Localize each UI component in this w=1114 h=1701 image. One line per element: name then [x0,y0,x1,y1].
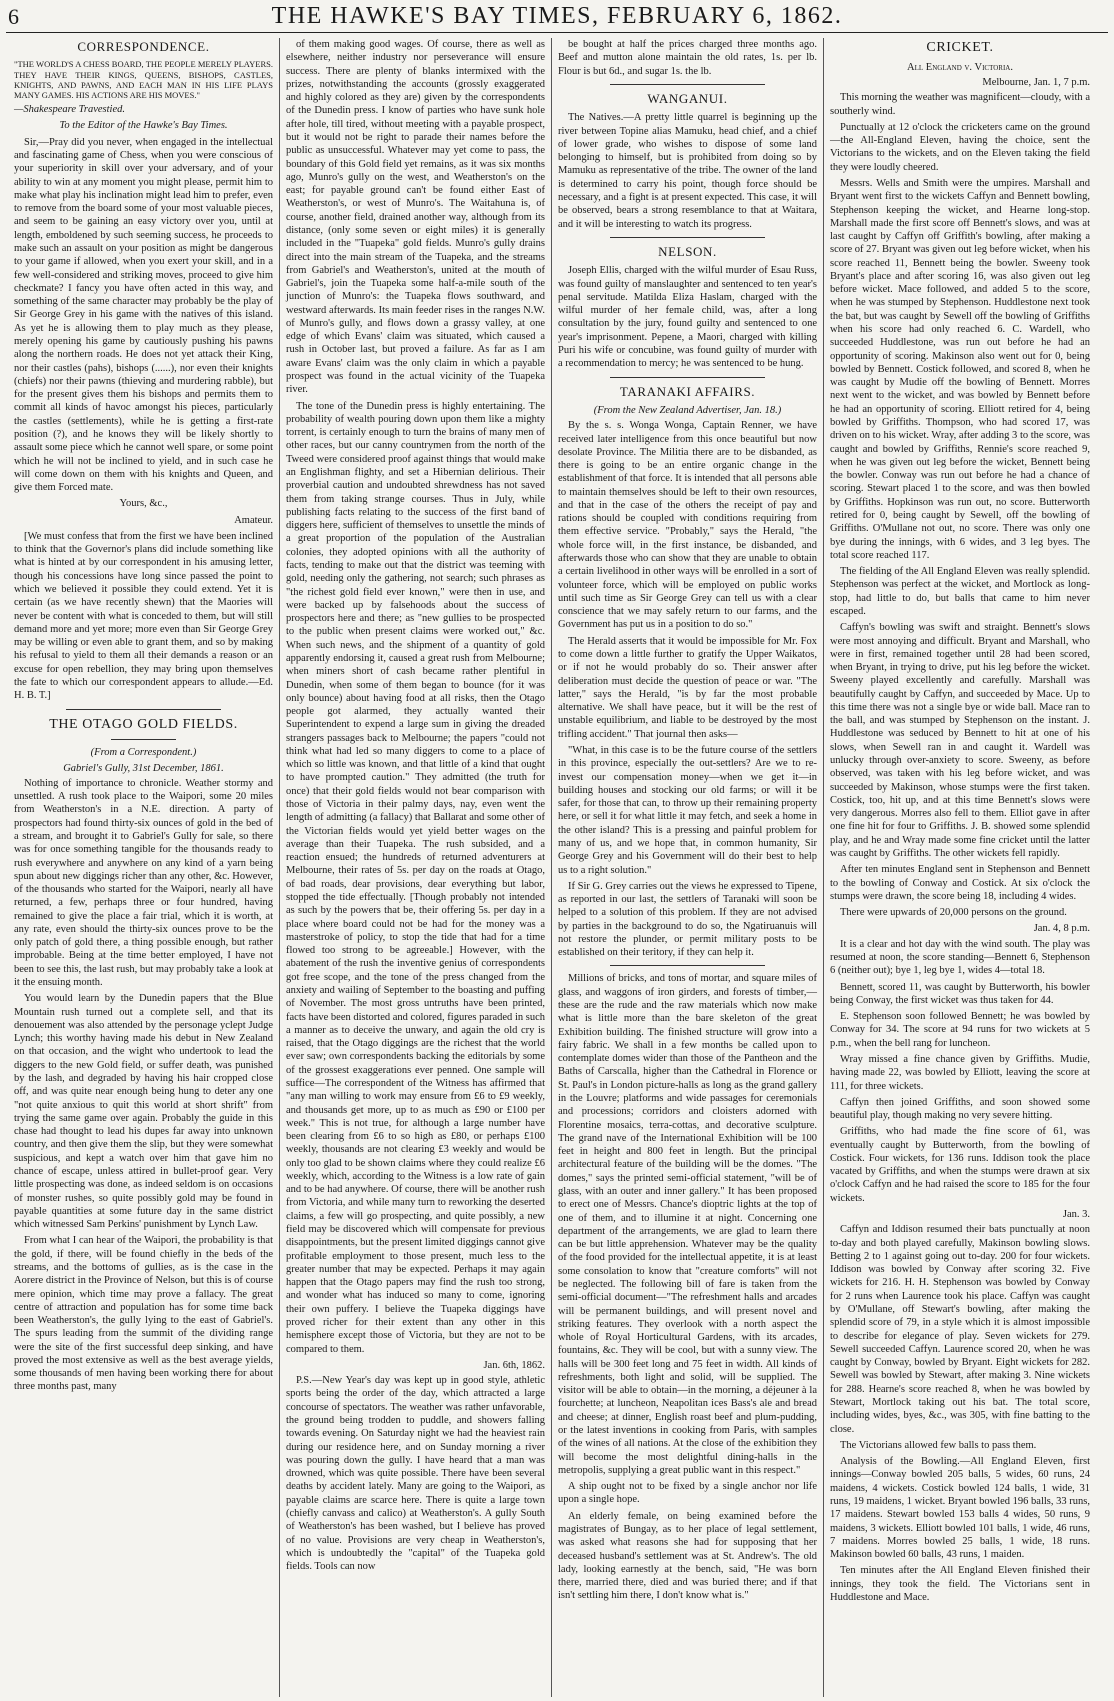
column-2 [280,38,552,1697]
cricket-paragraph: Caffyn then joined Griffiths, and soon showed some beautiful play, though making no very severe hitting. [830,1096,1090,1122]
cricket-dateline-3: Jan. 3. [1062,1209,1090,1221]
cricket-dateline-1: Melbourne, Jan. 1, 7 p.m. [982,76,1090,88]
cricket-paragraph: Caffyn and Iddison resumed their bats punctually at noon to-day and both played carefully, Makinson bowling slows. Betting 2 to 1 against going out to-day. 200 for four wickets. Iddison was bowled by Conway after scoring 32. Five wickets for 216. H. H. Stephenson was bowled by Conway for 2 runs when Laurence took his place. Caffyn was caught by O'Mullane, off Stewart's bowling, after making the splendid score of 79, in a style which it is almost impossible to describe for elegance of play. Seven wickets for 279. Sewell succeeded Caffyn. Laurence scored 20, when he was caught by Conway, bowled by Bryant. Eight wickets for 282. Sewell was bowled by Stewart, after making 3. Nine wickets for 288. Hearne's score reached 8, when he was bowled by Stewart, Mortlock taking out his bat. The total score, including wides, byes, &c., was 305, with fine batting to the close. [830,1224,1090,1435]
cricket-paragraph: After ten minutes England sent in Stephenson and Bennett to the bowling of Conway and Costick. At six o'clock the stumps were drawn, the score being 18, including 4 wides. [830,864,1090,902]
letter-paragraph: Sir,—Pray did you never, when engaged in the intellectual and fascinating game of Chess, when you were conscious of your superiority in skill over your adversary, and of your ability to win at any moment you might please, permit him to make what play his inclination might lead him to prefer, even to remove from the board some of your most valuable pieces, and seem to be gaining an easy victory over you, until at length, emboldened by such seeming success, he proceeds to make such an assault on your position as might be dangerous to your game if allowed, when you exert your skill, and in a few well-considered and striking moves, proceed to give him checkmate? I fancy you have often acted in this way, and something of the same character may probably be the play of Sir George Grey in his game with the natives of this island. As yet he is allowing them to play much as they please, merely opening his game by cautiously pushing his pawns along the northern roads. He does not yet attack their King, nor their castles (pahs), bishops (......), nor even their knights (chiefs) nor their pawns (thieving and murdering rabble), but for the present gives them his bishops and permits them to commit all kinds of havoc amongst his pieces, particularly the castles (settlements), while he is getting a first-rate position (?), and he knows they will be likely shortly to assault some piece which he cannot well spare, or some point which he will not be inclined to yield, and in such case he will come down on them with his knights and Queen, and give them Forced mate. [14,136,273,494]
otago-source: (From a Correspondent.) [90,747,197,759]
column-1 [8,38,280,1697]
postscript: P.S.—New Year's day was kept up in good style, athletic sports being the order of the day, which attracted a large concourse of spectators. The weather was rather unfavorable, the ground being trodden to puddle, and showers falling towards evening. On Saturday night we had the heaviest rain during our residence here, and on Sunday morning a river was pouring down the gully. I have heard that a man was drowned, which was quite possible. There have been several deaths by accident lately. Many are going to the Waipori, as payable claims are scarce here. There is quite a large town (chiefly canvass and calico) at Weatherston's. A gully South of Weatherston's has been washed, but I believe has proved of no value. Provisions are very cheap in Weatherston's, which is undoubtedly the "capital" of the Tuapeka gold fields. Tools can now [286,1375,545,1573]
cricket-paragraph: Wray missed a fine chance given by Griffiths. Mudie, having made 22, was bowled by Elliott, leaving the score at 111, for three wickets. [830,1053,1090,1092]
taranaki-paragraph: If Sir G. Grey carries out the views he expressed to Tipene, as reported in our last, the settlers of Taranaki will soon be helped to a solution of this problem. If they are not advised by parties in the background to do so, the Ngatiruanuis will not restore the plunder, or permit military posts to be established on their teritory, if they can help it. [558,880,817,959]
divider [610,965,765,966]
nelson-heading: NELSON. [658,243,717,259]
masthead [6,2,1108,33]
cricket-paragraph: The fielding of the All England Eleven was really splendid. Stephenson was perfect at the wicket, and Mortlock as long-stop, had little to do, but balls that came to him never escaped. [830,566,1090,617]
column-4 [824,38,1096,1697]
otago-heading: THE OTAGO GOLD FIELDS. [49,716,238,732]
otago-continued-paragraph: The tone of the Dunedin press is highly entertaining. The probability of wealth pouring down upon them like a mighty torrent, is certainly enough to turn the brains of many men of other races, but our canny countrymen from the north of the Tweed were considered proof against things that would make an Englishman flighty, and set a Hibernian delirious. Their proverbial caution and undoubted shrewdness has not saved them from taking strange courses. Thus in July, while publishing facts relating to the success of the first band of diggers here, sufficient of themselves to unsettle the minds of a great proportion of the population of the Australian colonies, they adopted opinions with all the authority of facts, tending to make out that the district was teeming with gold, needing only the gathering, not search; such phrases as "the richest gold field ever known," were then in use, and were backed up by falsehoods about the success of prospectors here and there; as "new gullies to be prospected to the public when present claims were worked out," &c. When such news, and the shipment of a quantity of gold apparently endorsing it, caused a great rush from Melbourne; when miners short of cash became rather plentiful in Dunedin, when some of them began to bounce (for it was only bounce) about having food at all risks, then the Otago people got alarmed, they actually wanted their Superintendent to expend a large sum in giving the dreaded strangers passages back to Melbourne; the papers "could not think what had led so many diggers to come to a place of which so little was known, and that little of a kind that ought to have prompted caution." They admitted (the truth for once) that their gold fields would not bear comparison with those of Victoria in their palmy days, nay, even went the length of admitting (a fallacy) that Ballarat and some other of the Victorian fields would yet yield better wages on the average than their Tuapeka. The rush subsided, and a reaction ensued; the hundreds of returned adventurers at Melbourne, their rates of 5s. per day on the roads at Otago, of bad roads, dear provisions, dear everything but labor, stopped the tide effectually. [Though probably not intended as such by the powers that be, their offering 5s. per day in a place where board could not be had for the money was a masterstroke of policy, to stop the tide that had for a time flowed too strong to be agreeable.] However, with the abatement of the rush the inventive genius of correspondents got free scope, and the tone of the press changed from the anxiety and wailing of September to the boasting and puffing of November. The most gross untruths have been printed, facts have been distorted and colored, figures paraded in such a manner as to deceive the unwary, and again the old cry is raised, that the Otago diggings are the richest that the world ever saw; own correspondents backing the editorials by some of the grossest exaggerations ever penned. One sample will suffice—The correspondent of the Witness has affirmed that "any man willing to work may ensure from £6 to £9 weekly, and thousands get more, up to as much as £90 or £100 per week." This is not true, for although a large number have been clearing from £6 to so high as £80, or perhaps £100 weekly, thousands are not clearing £3 weekly and would be only too glad to be shown claims where they could realize £6 weekly, which, according to the Witness is a low rate of gain and to be had anywhere. Of course, there will be another rush from Victoria, and while many turn to reworking the deserted claims, a few will go prospecting, and quite possibly, a new field may be discovered which will compensate for previous disappointments, but the present limited diggings cannot give profitable employment to those present, much less to the greater number that may be expected. Perhaps it may again happen that the Otago papers may find the rush too strong, and wonder what has induced so many to come, ignoring their own puffery. I believe the Tuapeka diggings have proved richer for their extent than any other in this hemisphere except those of Victoria, but they are not to be compared to them. [286,400,545,1355]
cricket-paragraph: Ten minutes after the All England Eleven finished their innings, they took the field. The Victorians sent in Huddlestone and Mace. [830,1565,1090,1603]
wanganui-paragraph: The Natives.—A pretty little quarrel is beginning up the river between Topine alias Mamuku, head chief, and a chief of lower grade, who wishes to dispose of some land belonging to himself, but is prohibited from doing so by Mamuku as representative of the tribe. The owner of the land is determined to carry his point, though force should be necessary, and a fight is at present expected. This case, it will be observed, bears a strong resemblance to that at Waitara, and it will be interesting to watch its progress. [558,112,817,230]
taranaki-paragraph: The Herald asserts that it would be impossible for Mr. Fox to come down a little further to gratify the Upper Waikatos, or if not he would probably do so. Their answer after deliberation must decide the question of peace or war. "The latter," says the Herald, "is by far the most probable alternative. We shall have peace, but it will be the rest of unstable equilibrium, and liable to be destroyed by the most trifling accident." That journal then asks— [558,635,817,740]
cricket-paragraph: There were upwards of 20,000 persons on the ground. [840,907,1067,919]
otago-paragraph: You would learn by the Dunedin papers that the Blue Mountain rush turned out a complete sell, and that its denouement was also attended by the personage yclept Judge Lynch; this worthy having made his debut in New Zealand on that occasion, and the wight who undertook to lead the diggers to the new Gold field, or suffer death, was punished by the lash, and degraded by having his hair cropped close off, and was quite near enough being hung to deter any one "not quite anxious to quit this world at short shrift" from trying the same game over again. Probably the guide in this chase had thought to lead his dupes far away into unknown country, and then give them the slip, but they were somewhat suspicious, and kept a watch over him that gave him no chance of escape, unless attired in bullet-proof gear. Very little prospecting was done, as indeed seldom is on occasions of monster rushes, so quite possibly gold may be found in payable quantities at some future day in the same district which witnessed Sam Perkins' punishment by Lynch Law. [14,993,273,1231]
cricket-paragraph: The Victorians allowed few balls to pass them. [840,1439,1037,1451]
nelson-paragraph: Joseph Ellis, charged with the wilful murder of Esau Russ, was found guilty of manslaughter and sentenced to ten year's penal servitude. Matilda Eliza Haslam, charged with the wilful murder of her female child, was, after a long consultation by the jury, found guilty and sentenced to one year's imprisonment. Pepene, a Maori, charged with killing Puri his wife or concubine, was found guilty of murder with a recommendation to mercy; he was sentenced to be hung. [558,265,817,370]
exhibition-paragraph: Millions of bricks, and tons of mortar, and square miles of glass, and waggons of iron girders, and forests of timber,—these are the rude and the raw materials which now make what is little more than the bare skeleton of the great Exhibition building. The finished structure will grow into a fairy fabric. We shall in a few months be called upon to contemplate domes wider than those of the Pantheon and the Baths of Carscalla, higher than the Cathedral in Florence or St. Paul's in London picture-halls as long as the grand gallery in the Louvre; platforms and wide passages for ceremonials and processions; corridors and cloisters adorned with Florentine mosaics, terra-cottas, and decorative sculpture. The grand nave of the International Exhibition will be 100 feet in height and 800 feet in length. But the principal architectural feature of the building will be the domes. "The domes," says the printed semi-official statement, "will be of glass, with an outer and inner gallery." It has been proposed to erect one of Messrs. Chance's dioptric lights at the top of one of them, and to illumine it at night. Concerning one department of the arrangements, we are glad to learn there can be but little apprehension. Whatever may be the quality of the food provided for the intellectual appetite, it is at least some consolation to know that "creature comforts" will not be neglected. The following bill of fare is taken from the semi-official document—"The refreshment halls and arcades will be permanent buildings, and will present novel and striking features. They overlook with a north aspect the whole of Royal Horticultural Gardens, with its arcades, fountains, &c. They will be cool, but with a sunny view. The halls will be 300 feet long and 75 feet in width. All kinds of refreshments, both light and solid, will be supplied. The visitor will be able to obtain—in the morning, a déjeuner à la fourchette; at luncheon, Neapolitan ices Bass's ale and bread and cheese; at dinner, English roast beef and plum-pudding, or the latest inventions in cooking from Paris, with samples of the wines of all nations. At the close of the exhibition they will become the most delightful dining-halls in the metropolis, supplying a great public want in this respect." [558,973,817,1476]
cricket-paragraph: E. Stephenson soon followed Bennett; he was bowled by Conway for 34. The score at 94 runs for two wickets at 5 p.m., when the bell rang for luncheon. [830,1011,1090,1049]
taranaki-heading: TARANAKI AFFAIRS. [619,383,756,399]
editor-note: [We must confess that from the first we have been inclined to think that the Governor's plans did include something like what is hinted at by our correspondent in his amusing letter, though his concessions have long since passed the point to which we believed it possible they could extend. Yet it is certain (as we have recently shewn) that the Maories will never be content with what is conceded to them, but will still demand more and yet more; more even than Sir George Grey may be willing or even able to grant them, and so by making his refusal to yield to them all their demands a reason or an excuse for open rebellion, they may bring upon themselves the fate to which our correspondent appears to allude.—Ed. H. B. T.] [14,530,273,702]
wanganui-heading: WANGANUI. [647,90,728,106]
otago-paragraph: From what I can hear of the Waipori, the probability is that the gold, if there, will be found chiefly in the beds of the streams, and the bottoms of gullies, as is the case in the Aorere district in the Province of Nelson, but this is of course mere opinion, which time may prove a fallacy. The great centre of attraction and population has for some time back been Weatherston's, the gully lying to the east of Gabriel's. The spurs leading from the summit of the dividing range were the site of the first successful deep sinking, and have proved the most extensive as well as the best average yields, some thousands of men having been working there for about three months past, many [14,1235,273,1393]
otago-dateline: Gabriel's Gully, 31st December, 1861. [63,762,224,774]
correspondence-heading: CORRESPONDENCE. [77,39,210,54]
chess-motto: "THE WORLD'S A CHESS BOARD, THE PEOPLE MERELY PLAYERS. THEY HAVE THEIR KINGS, QUEENS, BISHOPS, CASTLES, KNIGHTS, AND PAWNS, AND EACH MAN IN HIS LIFE PLAYS MANY GAMES. HIS ACTIONS ARE HIS MOVES." [14,59,273,100]
newspaper-title: THE HAWKE'S BAY TIMES, FEBRUARY 6, 1862. [271,3,843,29]
divider [610,237,765,238]
cricket-paragraph: It is a clear and hot day with the wind south. The play was resumed at noon, the score standing—Bennett 6, Stephenson 6 (neither out); bye 1, leg bye 1, wides 4—total 18. [830,938,1090,977]
otago-end-paragraph: be bought at half the prices charged three months ago. Beef and mutton alone maintain the old rates, 1s. per lb. Flour is but 6d., and sugar 1s. the lb. [558,39,817,77]
divider [610,377,765,378]
cricket-paragraph: Bennett, scored 11, was caught by Butterworth, his bowler being Conway, the first wicket was thus taken for 44. [830,981,1090,1006]
bowling-analysis: Analysis of the Bowling.—All England Eleven, first innings—Conway bowled 205 balls, 5 wides, 60 runs, 24 maidens, 4 wickets. Costick bowled 124 balls, 1 wide, 31 runs, 19 maidens, 1 wicket. Bryant bowled 196 balls, 33 runs, 17 maidens. Stewart bowled 153 balls 4 wides, 50 runs, 9 maidens, 3 wickets. Elliott bowled 101 balls, 1 wide, 46 runs, 7 maidens. Morres bowled 25 balls, 1 wide, 18 runs. Makinson bowled 60 balls, 43 runs, 1 maiden. [830,1456,1090,1561]
divider [610,84,765,85]
anecdote-paragraph: An elderly female, on being examined before the magistrates of Bungay, as to her place of legal settlement, was asked what reasons she had for supposing that her deceased husband's settlement was at St. Andrew's. The old lady, looking earnestly at the bench, said, "He was born there, married there, died and was buried there; and if that isn't settling him there, I don't know what is." [558,1510,817,1602]
letter-salutation: To the Editor of the Hawke's Bay Times. [59,120,228,132]
cricket-paragraph: Caffyn's bowling was swift and straight. Bennett's slows were most annoying and difficult. Bryant and Marshall, who were in first, remained together until 28 had been scored, when Bryant, in trying to drive, put his leg before the wicket. Sweeny played excellently and carefully. Marshall was beautifully caught by Caffyn, and succeeded by Mace. Up to this time there was not a single bye or wide ball. Mace ran to the ball, and was stumped by Stephenson on the instant. J. Huddlestone was seduced by Bennett to hit at one of his slows, when Sewell ran in and caught it. Wardell was unlucky through over-anxiety to score. Sweeny, as before observed, was taken with his leg before wicket, and was succeeded by Makinson, whose stumps were the first taken. Costick, too, hit up, and at this time Bennett's slows were very dangerous. Morres also fell to them. Elliot gave in after one fine hit for four to Griffiths. J. B. showed some splendid play, and he and Wray made some fine cricket until the latter was caught by Griffiths. The other wickets fell rapidly. [830,622,1090,860]
cricket-paragraph: This morning the weather was magnificent—cloudy, with a southerly wind. [830,92,1090,117]
divider [66,709,221,710]
cricket-paragraph: Punctually at 12 o'clock the cricketers came on the ground—the All-England Eleven, having the choice, sent the Victorians to the wickets, and on the Eleven taking the field they were loudly cheered. [830,121,1090,173]
columns [8,38,1108,1697]
taranaki-paragraph: By the s. s. Wonga Wonga, Captain Renner, we have received later intelligence from this once beautiful but now desolate Province. The Militia there are to be disbanded, as there is going to be an entire organic change in the establishment of that force. It is intended that all persons able to maintain themselves should be left to their own resources, and that in the case of the others the receipt of pay and rations should be coupled with conditions requiring from them effective service. "Probably," says the Herald, "the whole force will, in the first instance, be disbanded, and afterwards those who can show that they are unable to obtain a certain livelihood in other ways will be enrolled in a sort of volunteer force, which will be employed on public works until such time as Sir George Grey can tell us with a clear conscience that we may safely return to our farms, and the Government has put us in a position to do so." [558,420,817,631]
page-number: 6 [8,4,19,29]
proverb-paragraph: A ship ought not to be fixed by a single anchor nor life upon a single hope. [558,1481,817,1506]
otago-paragraph: Nothing of importance to chronicle. Weather stormy and unsettled. A rush took place to the Waipori, some 20 miles from Weatherston's in a N.E. direction. A party of prospectors had found thirty-six ounces of gold in the bed of a stream, and brought it to Gabriel's Gully for sale, so there was for once something tangible for the thousands ready to rush everywhere and anywhere on any kind of a yarn being spun about new diggings richer than any other, &c. However, of the thousands who started for the Waipori, nearly all have returned, a few, perhaps three or four hundred, having remained to give the place a fair trial, which it is worth, at any rate, even should the thirty-six ounces prove to be the only patch of gold there, a thing possible enough, but rather improbable. Being at the time better employed, I have not been to see this, the last rush, but may probably take a look at it the ensuing month. [14,777,273,989]
letter-signature: Amateur. [234,514,273,526]
cricket-dateline-2: Jan. 4, 8 p.m. [1033,923,1090,935]
cricket-match: All England v. Victoria. [907,61,1013,73]
cricket-heading: CRICKET. [926,40,994,55]
column-3 [552,38,824,1697]
cricket-paragraph: Messrs. Wells and Smith were the umpires. Marshall and Bryant went first to the wickets Caffyn and Bennett bowling, Stephenson keeping the wicket, and Hearne long-stop. Marshall made the first score off Bennett's slows, and was at last caught by Caffyn off Griffith's bowling, after making a score of 27. Bryant was given out leg before wicket, when his score reached 11, Bennett being the bowler. Sweeny took Bryant's place and after scoring 16, was also given out leg before wicket. Mace followed, and added 5 to the score, when he was stumped by Stephenson. Huddlestone next took the bat, but was caught by Sewell off the bowling of Griffiths when his score had only reached 6. C. Wardell, who succeeded Huddlestone, was run out before he had an opportunity of scoring. Makinson also went out for 0, being bowled by Bennett. Costick followed, and scored 8, when he was caught by Mudie off the bowling of Bennett. Morres next went to the wicket, and was bowled by Bennett before he had an opportunity of scoring. Elliott retired for 4, being bowled by Griffiths. Thompson, who had scored 17, was driven on to his wicket. Wray, after adding 3 to the score, was caught and bowled by Griffiths, Rennie's score reached 9, when he was given out leg before the wicket, Bennett being the bowler. Conway was run out before he had a chance of scoring. Stewart placed 1 to the score, and was then bowled by Griffiths. Hopkinson was run out, no score. Butterworth retired for 0, being caught by Sewell, off the bowling of Griffiths. O'Mullane not out, no score. There was only one bye during the innings, with 6 wides, and 3 leg byes. The total score reached 117. [830,177,1090,561]
otago-date: Jan. 6th, 1862. [483,1359,545,1371]
letter-closing: Yours, &c., [119,498,168,510]
taranaki-paragraph: "What, in this case is to be the future course of the settlers in this province, especially the out-settlers? Are we to re-invest our compensation money—when we get it—in building houses and stocking our old farms; or will it be safer, for those that can, to throw up their remaining property here, or sell it for what little it may fetch, and seek a home in the other island? This is a pressing and painful problem for many of us, and we hope that, in common humanity, Sir George Grey and his Government will do their best to help us to a right solution." [558,744,817,876]
otago-continued-paragraph: of them making good wages. Of course, there as well as elsewhere, neither industry nor perseverance will ensure success. There are plenty of blanks intermixed with the prizes, notwithstanding the accounts (grossly exaggerated and highly colored as they are) given by the correspondents of the Dunedin press. I know of parties who have sunk hole after hole, till tired, without meeting with a payable prospect, but it would not be right to parade their names before the public as unsuccessful. Whatever may yet come to pass, the boundary of this Gold field yet remains, as it was six months ago, Munro's gully on the west, and Weatherston's on the east; for payable ground can't be found either East of Weatherston's, or west of Munro's. The Waitahuna is, of course, another field, drained another way, although from its distance, (only some seven or eight miles) it is generally included in the "Tuapeka" gold fields. Munro's gully drains direct into the main stream of the Tuapeka, and the streams from Gabriel's and Weatherston's, united at the mouth of Gabriel's, join the Tuapeka some half-a-mile south of the junction of Munro's: the Tuapeka flows southward, and westward afterwards. Its main feeder rises in the ranges N.W. of Munro's gully, and flows down a grassy valley, at one edge of which Evans' claim was situated, which caused a rush in October last, but proved a failure. As far as I am aware Evans' claim was the only claim in which a payable prospect was found in the actual vicinity of the Tuapeka river. [286,39,545,396]
divider [111,739,176,740]
taranaki-source: (From the New Zealand Advertiser, Jan. 18.) [593,404,782,416]
cricket-paragraph: Griffiths, who had made the fine score of 61, was eventually caught by Butterworth, from the bowling of Costick. Four wickets, for 136 runs. Iddison took the place vacated by Griffiths, and when the stumps were drawn at six o'clock Caffyn and he had raised the score to 185 for the four wickets. [830,1126,1090,1204]
motto-source: —Shakespeare Travestied. [14,104,126,116]
